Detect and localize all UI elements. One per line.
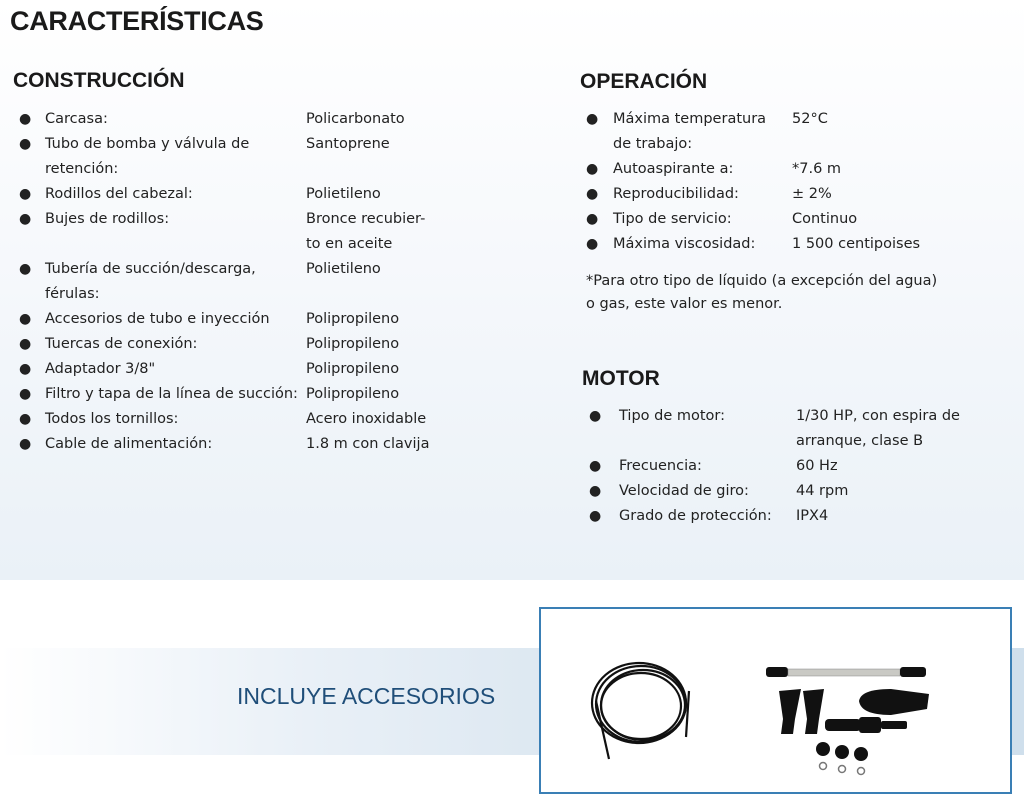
construccion-heading: CONSTRUCCIÓN xyxy=(13,69,185,92)
spec-label: Adaptador 3/8" xyxy=(45,361,156,377)
spec-value: Continuo xyxy=(792,211,858,227)
spec-value: ± 2% xyxy=(792,186,832,202)
spec-label: Cable de alimentación: xyxy=(45,436,213,452)
spec-value-continued: arranque, clase B xyxy=(796,433,924,449)
coiled-tubing-icon xyxy=(592,663,689,759)
spec-value: IPX4 xyxy=(796,508,829,524)
spec-label: Reproducibilidad: xyxy=(613,186,739,202)
motor-heading: MOTOR xyxy=(582,367,660,390)
accessories-image xyxy=(539,607,1012,794)
spec-item xyxy=(0,479,1024,504)
fittings-icon xyxy=(779,689,929,734)
bullet-icon: ● xyxy=(19,436,32,452)
spec-label: Tubería de succión/descarga, xyxy=(45,261,256,277)
spec-item xyxy=(0,232,1024,257)
bullet-icon: ● xyxy=(589,458,602,474)
spec-item xyxy=(0,182,1024,207)
spec-value: Bronce recubier- xyxy=(306,211,426,227)
bullet-icon: ● xyxy=(19,211,32,227)
bullet-icon: ● xyxy=(589,508,602,524)
spec-value: Acero inoxidable xyxy=(306,411,427,427)
spec-value: Polipropileno xyxy=(306,361,400,377)
bullet-icon: ● xyxy=(19,261,32,277)
spec-label-continued: de trabajo: xyxy=(613,136,693,152)
spec-item xyxy=(0,157,1024,182)
spec-item xyxy=(0,504,1024,529)
spec-label: Grado de protección: xyxy=(619,508,772,524)
spec-label: Filtro y tapa de la línea de succión: xyxy=(45,386,298,402)
bullet-icon: ● xyxy=(19,186,32,202)
spec-item xyxy=(0,332,540,357)
accessories-illustration xyxy=(541,609,1010,792)
spec-label: Tubo de bomba y válvula de xyxy=(45,136,250,152)
operacion-footnote xyxy=(586,270,937,316)
spec-value: Polietileno xyxy=(306,261,381,277)
spec-value: 60 Hz xyxy=(796,458,838,474)
bullet-icon: ● xyxy=(586,161,599,177)
spec-label: Autoaspirante a: xyxy=(613,161,734,177)
spec-label: Máxima viscosidad: xyxy=(613,236,756,252)
bullet-icon: ● xyxy=(19,311,32,327)
suction-strainer-icon xyxy=(766,667,926,677)
spec-value-continued: to en aceite xyxy=(306,236,393,252)
bullet-icon: ● xyxy=(589,408,602,424)
spec-value: Santoprene xyxy=(306,136,390,152)
spec-value: Polipropileno xyxy=(306,311,400,327)
bullet-icon: ● xyxy=(586,111,599,127)
spec-item xyxy=(0,207,1024,232)
spec-label: Frecuencia: xyxy=(619,458,702,474)
spec-value: Policarbonato xyxy=(306,111,405,127)
bullet-icon: ● xyxy=(19,361,32,377)
bullet-icon: ● xyxy=(586,211,599,227)
operacion-heading: OPERACIÓN xyxy=(580,70,708,93)
motor-list xyxy=(0,404,1024,529)
footnote-line-1: *Para otro tipo de líquido (a excepción del agua) xyxy=(586,273,938,289)
spec-value: *7.6 m xyxy=(792,161,842,177)
spec-label: Máxima temperatura xyxy=(613,111,767,127)
spec-item xyxy=(0,404,1024,454)
spec-value: 44 rpm xyxy=(796,483,849,499)
spec-label: Bujes de rodillos: xyxy=(45,211,170,227)
nuts-icon xyxy=(816,742,868,775)
bullet-icon: ● xyxy=(19,411,32,427)
spec-value: 1 500 centipoises xyxy=(792,236,921,252)
spec-value: 1/30 HP, con espira de xyxy=(796,408,960,424)
spec-value: Polietileno xyxy=(306,186,381,202)
spec-label: Tipo de servicio: xyxy=(613,211,732,227)
spec-value: Polipropileno xyxy=(306,386,400,402)
spec-item xyxy=(0,307,540,332)
spec-item xyxy=(0,257,540,307)
spec-item xyxy=(0,107,1024,157)
spec-value: Polipropileno xyxy=(306,336,400,352)
bullet-icon: ● xyxy=(586,236,599,252)
spec-value: 1.8 m con clavija xyxy=(306,436,430,452)
bullet-icon: ● xyxy=(589,483,602,499)
spec-label: Todos los tornillos: xyxy=(45,411,179,427)
spec-label-continued: retención: xyxy=(45,161,119,177)
bullet-icon: ● xyxy=(19,111,32,127)
spec-item xyxy=(0,357,540,382)
spec-label: Velocidad de giro: xyxy=(619,483,749,499)
spec-item xyxy=(0,454,1024,479)
spec-label: Tuercas de conexión: xyxy=(45,336,198,352)
bullet-icon: ● xyxy=(586,186,599,202)
bullet-icon: ● xyxy=(19,336,32,352)
footnote-line-2: o gas, este valor es menor. xyxy=(586,296,783,312)
spec-label: Accesorios de tubo e inyección xyxy=(45,311,270,327)
operacion-list xyxy=(0,107,1024,257)
page-title: CARACTERÍSTICAS xyxy=(10,6,264,36)
spec-label-continued: férulas: xyxy=(45,286,100,302)
spec-label: Rodillos del cabezal: xyxy=(45,186,193,202)
spec-label: Carcasa: xyxy=(45,111,108,127)
spec-value: 52°C xyxy=(792,111,828,127)
accessories-label: INCLUYE ACCESORIOS xyxy=(237,683,496,709)
spec-label: Tipo de motor: xyxy=(619,408,726,424)
bullet-icon: ● xyxy=(19,136,32,152)
bullet-icon: ● xyxy=(19,386,32,402)
